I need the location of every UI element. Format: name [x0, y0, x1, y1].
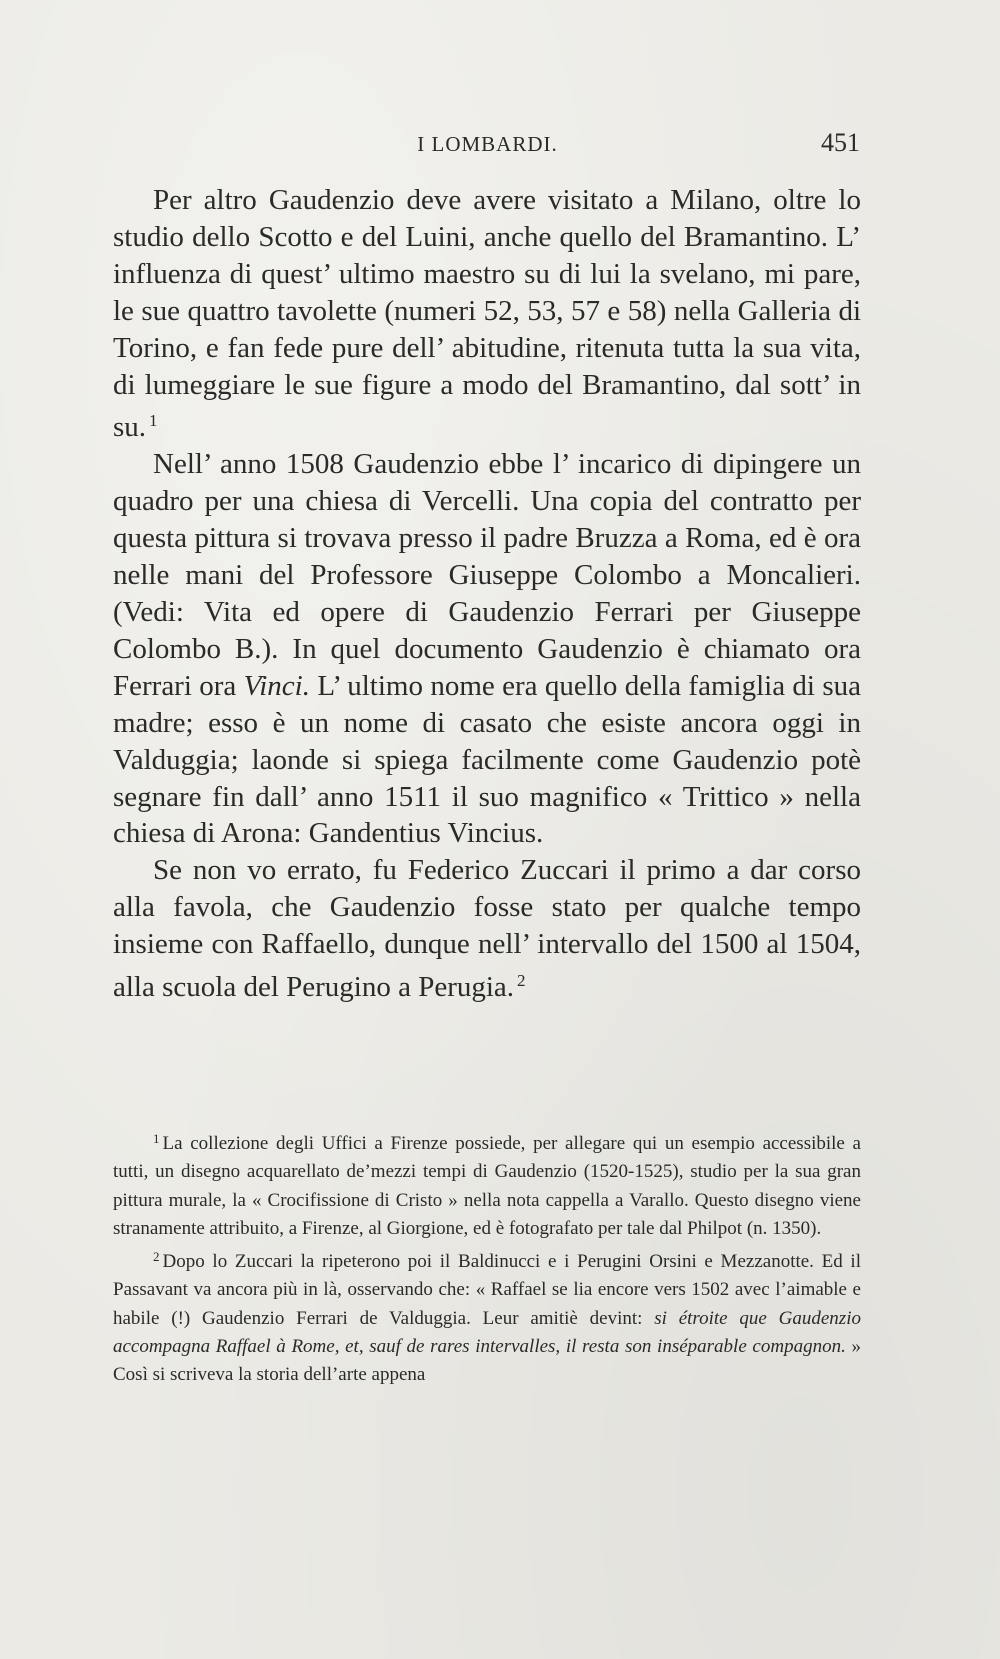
paragraph-2 — [113, 446, 861, 852]
footnote-1-mark: 1 — [153, 1131, 160, 1146]
paragraph-2-italic: Vinci. — [243, 669, 310, 702]
footnote-2-text-b: » Così si scriveva la storia dell’arte appena — [113, 1336, 861, 1386]
page-number: 451 — [821, 128, 860, 157]
paragraph-1 — [113, 182, 861, 446]
footnote-2-text-a: Dopo lo Zuccari la ripeterono poi il Baldinucci e i Perugini Orsini e Mezzanotte. Ed il Passavant va ancora più in là, osservando che: « Raffael se lia encore vers 1502 avec l’aimable e habile (!) Gaudenzio Ferrari de Valduggia. Leur amitiè devint: — [113, 1251, 861, 1329]
footnotes — [113, 1125, 861, 1390]
footnote-ref-2: 2 — [517, 971, 526, 991]
paragraph-3-text: Se non vo errato, fu Federico Zuccari il primo a dar corso alla favola, che Gaudenzio fosse stato per qualche tempo insieme con Raffaello, dunque nell’ intervallo del 1500 al 1504, alla scuola del Perugino a Perugia. — [113, 854, 861, 1004]
main-text — [113, 182, 861, 1006]
paragraph-3 — [113, 852, 861, 1006]
footnote-2-italic: si étroite que Gaudenzio accompagna Raffael à Rome, et, sauf de rares intervalles, il resta son inséparable compagnon. — [113, 1307, 861, 1358]
paragraph-1-text: Per altro Gaudenzio deve avere visitato a Milano, oltre lo studio dello Scotto e del Luini, anche quello del Bramantino. L’ influenza di quest’ ultimo maestro su di lui la svelano, mi pare, le sue quattro tavolette (numeri 52, 53, 57 e 58) nella Galleria di Torino, e fan fede pure dell’ abitudine, ritenuta tutta la sua vita, di lumeggiare le sue figure a modo del Bramantino, dal sott’ in su. — [113, 184, 861, 444]
footnote-2 — [113, 1243, 861, 1389]
footnote-1-text: La collezione degli Uffici a Firenze possiede, per allegare qui un esempio accessibile a tutti, un disegno acquarellato de’mezzi tempi di Gaudenzio (1520-1525), studio per la sua gran pittura murale, la « Crocifissione di Cristo » nella nota cappella a Varallo. Questo disegno viene stranamente attribuito, a Firenze, al Giorgione, ed è fotografato per tale dal Philpot (n. 1350). — [113, 1133, 861, 1239]
footnote-1 — [113, 1125, 861, 1243]
running-title: I LOMBARDI. — [417, 132, 558, 156]
footnote-2-mark: 2 — [153, 1249, 160, 1265]
paragraph-2-text-a: Nell’ anno 1508 Gaudenzio ebbe l’ incarico di dipingere un quadro per una chiesa di Vercelli. Una copia del contratto per questa pittura si trovava presso il padre Bruzza a Roma, ed è ora nelle mani del Professore Giuseppe Colombo a Moncalieri. (Vedi: Vita ed opere di Gaudenzio Ferrari per Giuseppe Colombo B.). In quel documento Gaudenzio è chiamato ora Ferrari ora — [113, 448, 861, 702]
footnote-ref-1: 1 — [149, 411, 158, 431]
paragraph-2-text-b: L’ ultimo nome era quello della famiglia di sua madre; esso è un nome di casato che esiste ancora oggi in Valduggia; laonde si spiega facilmente come Gaudenzio potè segnare fin dall’ anno 1511 il suo magnifico « Trittico » nella chiesa di Arona: Gandentius Vincius. — [113, 669, 861, 850]
running-head — [115, 128, 860, 160]
